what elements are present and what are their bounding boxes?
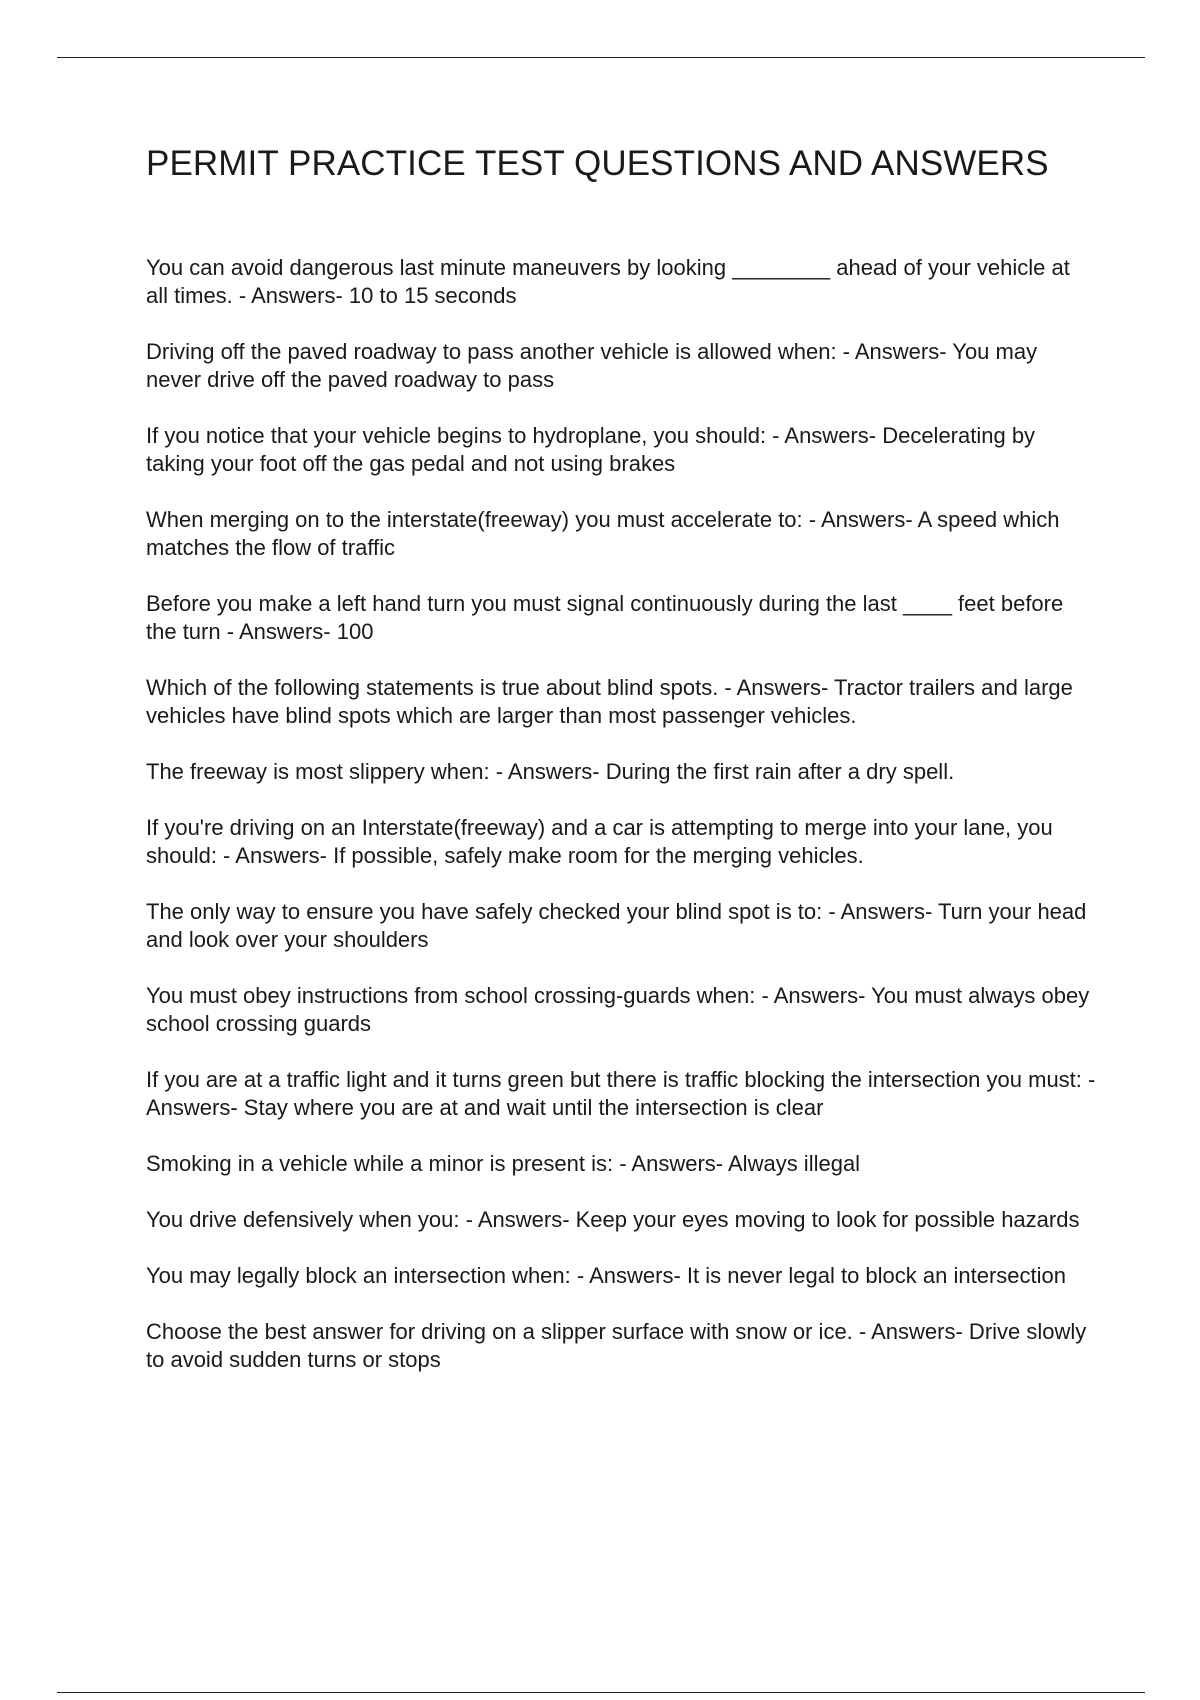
question-answer-list (146, 254, 1096, 1402)
question-answer-item: You can avoid dangerous last minute maneuvers by looking ________ ahead of your vehicle at all times. - Answers- 10 to 15 seconds (146, 255, 1070, 308)
question-answer-item: When merging on to the interstate(freeway) you must accelerate to: - Answers- A speed which matches the flow of traffic (146, 507, 1060, 560)
question-answer-item: Smoking in a vehicle while a minor is present is: - Answers- Always illegal (146, 1151, 861, 1176)
question-answer-item: Choose the best answer for driving on a slipper surface with snow or ice. - Answers- Drive slowly to avoid sudden turns or stops (146, 1319, 1087, 1372)
question-answer-item: You drive defensively when you: - Answers- Keep your eyes moving to look for possible hazards (146, 1207, 1080, 1232)
question-answer-item: If you're driving on an Interstate(freeway) and a car is attempting to merge into your lane, you should: - Answers- If possible, safely make room for the merging vehicles. (146, 815, 1053, 868)
question-answer-item: You must obey instructions from school crossing-guards when: - Answers- You must always obey school crossing guards (146, 983, 1090, 1036)
page-title: PERMIT PRACTICE TEST QUESTIONS AND ANSWERS (146, 144, 1049, 183)
question-answer-item: If you are at a traffic light and it turns green but there is traffic blocking the intersection you must: - Answers- Stay where you are at and wait until the intersection is clear (146, 1067, 1096, 1120)
question-answer-item: The freeway is most slippery when: - Answers- During the first rain after a dry spell. (146, 759, 955, 784)
bottom-divider (57, 1692, 1145, 1693)
question-answer-item: Driving off the paved roadway to pass another vehicle is allowed when: - Answers- You may never drive off the paved roadway to pass (146, 339, 1038, 392)
question-answer-item: The only way to ensure you have safely checked your blind spot is to: - Answers- Turn your head and look over your shoulders (146, 899, 1087, 952)
top-divider (57, 57, 1145, 58)
question-answer-item: You may legally block an intersection when: - Answers- It is never legal to block an intersection (146, 1263, 1066, 1288)
question-answer-item: If you notice that your vehicle begins to hydroplane, you should: - Answers- Decelerating by taking your foot off the gas pedal and not using brakes (146, 423, 1036, 476)
question-answer-item: Before you make a left hand turn you must signal continuously during the last ____ feet before the turn - Answers- 100 (146, 591, 1064, 644)
question-answer-item: Which of the following statements is true about blind spots. - Answers- Tractor trailers and large vehicles have blind spots which are larger than most passenger vehicles. (146, 675, 1073, 728)
